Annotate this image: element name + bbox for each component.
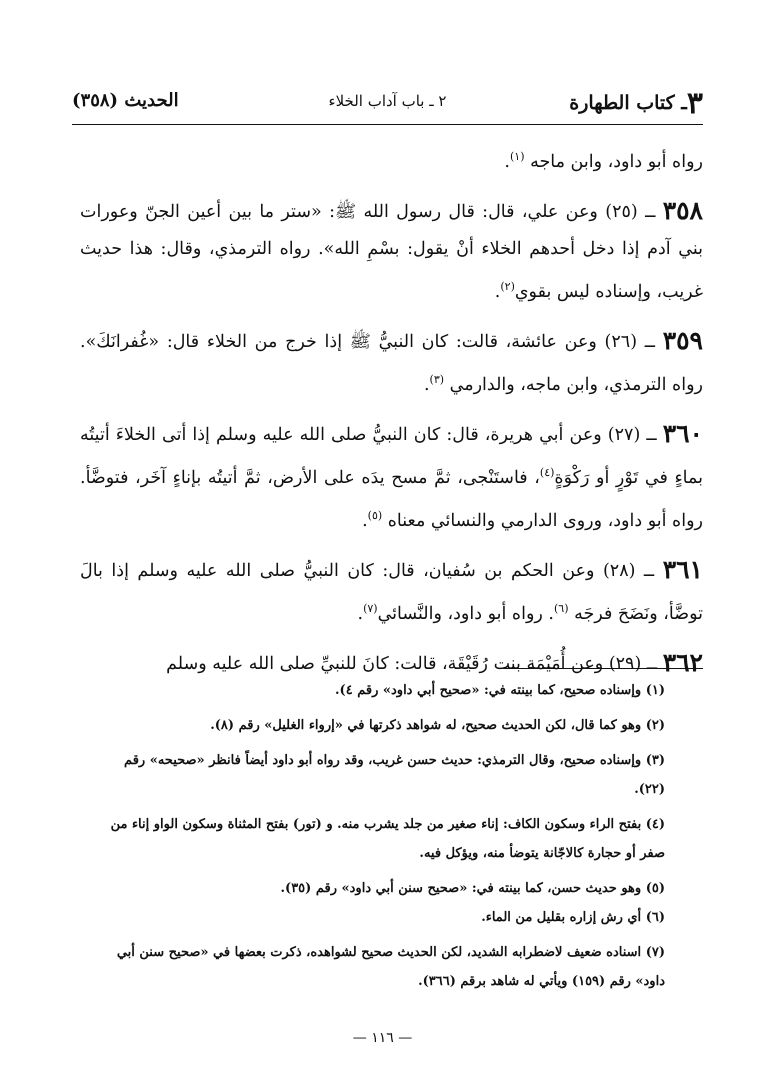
footnote-ref: (٥) [367,509,383,522]
footnote-ref: (٦) [554,602,569,615]
hadith-text-cont: . رواه أبو داود، والنَّسائي [377,604,554,624]
footnote-ref: (٧) [363,602,378,615]
chapter-title-text: ـ كتاب الطهارة [569,92,687,114]
hadith-number: ٣٦١ [662,555,703,584]
hadith-number: ٣٥٩ [662,326,703,355]
chapter-number: ٣ [686,86,703,121]
footnote-6: (٦) أي رش إزاره بقليل من الماء. [481,910,665,925]
main-text [80,138,703,683]
footnote-rule [503,668,703,669]
footnote-4: (٤) بفتح الراء وسكون الكاف: إناء صغير من جلد يشرب منه. و (تور) بفتح المثناة وسكون الواو إناء من صفر أو حجارة كالاجّانة يتوضأ منه، ويؤكل فيه. [110,817,665,861]
hadith-number: ٣٥٨ [662,196,703,225]
footnote-ref: (٣) [429,373,445,386]
hadith-text: ــ (٢٥) وعن علي، قال: قال رسول الله ﷺ: «ستر ما بين أعين الجنّ وعورات بني آدم إذا دخل أحدهم الخلاء أنْ يقول: بسْمِ الله». رواه الترمذي، وقال: هذا حديث غريب، وإسناده ليس بقوي [80,202,703,302]
intro-text: رواه أبو داود، وابن ماجه [530,152,703,172]
footnote-ref: (٤) [539,466,555,479]
hadith-reference: الحديث (٣٥٨) [72,90,179,111]
footnote-ref: (٢) [500,280,515,293]
hadith-number: ٣٦٠ [662,419,703,448]
page-header [72,82,703,122]
hadith-360: ٣٦٠ ــ (٢٧) وعن أبي هريرة، قال: كان النبيُّ صلى الله عليه وسلم إذا أتى الخلاءَ أتيتُه بماءٍ في تَوْرٍ أو رَكْوَةٍ$^{(٤)}$، فاستَنْجى، ثمَّ مسح يدَه على الأرض، ثمَّ أتيتُه بإناءٍ آخَر، فتوضَّأ. رواه أبو داود، وروى الدارمي والنسائي معناه $^{(٥)}$. [80,419,703,531]
footnote-2: (٢) وهو كما قال، لكن الحديث صحيح، له شواهد ذكرتها في «إرواء الغليل» رقم (٨). [210,718,665,733]
footnote-ref: (١) [509,150,525,163]
footnote-5: (٥) وهو حديث حسن، كما بينته في: «صحيح سنن أبي داود» رقم (٣٥). [280,881,665,896]
hadith-358: ٣٥٨ ــ (٢٥) وعن علي، قال: قال رسول الله ﷺ: «ستر ما بين أعين الجنّ وعورات بني آدم إذا دخل أحدهم الخلاء أنْ يقول: بسْمِ الله». رواه الترمذي، وقال: هذا حديث غريب، وإسناده ليس بقوي$^{(٢)}$. [80,196,703,302]
footnotes [100,676,665,996]
footnote-1: (١) وإسناده صحيح، كما بينته في: «صحيح أبي داود» رقم ٤). [335,683,665,698]
hadith-text-cont: ، فاستَنْجى، ثمَّ مسح يدَه على الأرض، ثمَّ أتيتُه بإناءٍ آخَر، فتوضَّأ. رواه أبو داود، وروى الدارمي والنسائي معناه [80,468,703,531]
footnote-3: (٣) وإسناده صحيح، وقال الترمذي: حديث حسن غريب، وقد رواه أبو داود أيضاً فانظر «صحيحه» رقم (٢٢). [124,753,665,797]
intro-paragraph: رواه أبو داود، وابن ماجه $^{(١)}$. [504,150,703,172]
section-title: ٢ ـ باب آداب الخلاء [328,92,447,110]
hadith-text: ــ (٢٦) وعن عائشة، قالت: كان النبيُّ ﷺ إذا خرج من الخلاء قال: «غُفرانَكَ». رواه الترمذي، وابن ماجه، والدارمي [80,332,703,395]
hadith-361: ٣٦١ ــ (٢٨) وعن الحكم بن سُفيان، قال: كان النبيُّ صلى الله عليه وسلم إذا بالَ توضَّأ، ونَضَحَ فرجَه $^{(٦)}$. رواه أبو داود، والنَّسائي$^{(٧)}$. [80,555,703,624]
page-number: — ١١٦ — [352,1030,413,1046]
hadith-number: ٣٦٢ [662,648,703,677]
hadith-text: ــ (٢٧) وعن أبي هريرة، قال: كان النبيُّ صلى الله عليه وسلم إذا أتى الخلاءَ أتيتُه بماءٍ في تَوْرٍ أو رَكْوَةٍ [80,425,703,488]
hadith-359: ٣٥٩ ــ (٢٦) وعن عائشة، قالت: كان النبيُّ ﷺ إذا خرج من الخلاء قال: «غُفرانَكَ». رواه الترمذي، وابن ماجه، والدارمي $^{(٣)}$. [80,326,703,395]
header-rule [72,124,703,125]
footnote-7: (٧) اسناده ضعيف لاضطرابه الشديد، لكن الحديث صحيح لشواهده، ذكرت بعضها في «صحيح سنن أبي داود» رقم (١٥٩) ويأتي له شاهد برقم (٣٦٦). [116,945,665,989]
hadith-text: ــ (٢٨) وعن الحكم بن سُفيان، قال: كان النبيُّ صلى الله عليه وسلم إذا بالَ توضَّأ، ونَضَحَ فرجَه [80,561,703,624]
hadith-text: ــ (٢٩) وعن أُمَيْمَة بنت رُقَيْقَة، قالت: كانَ للنبيِّ صلى الله عليه وسلم [166,654,658,674]
